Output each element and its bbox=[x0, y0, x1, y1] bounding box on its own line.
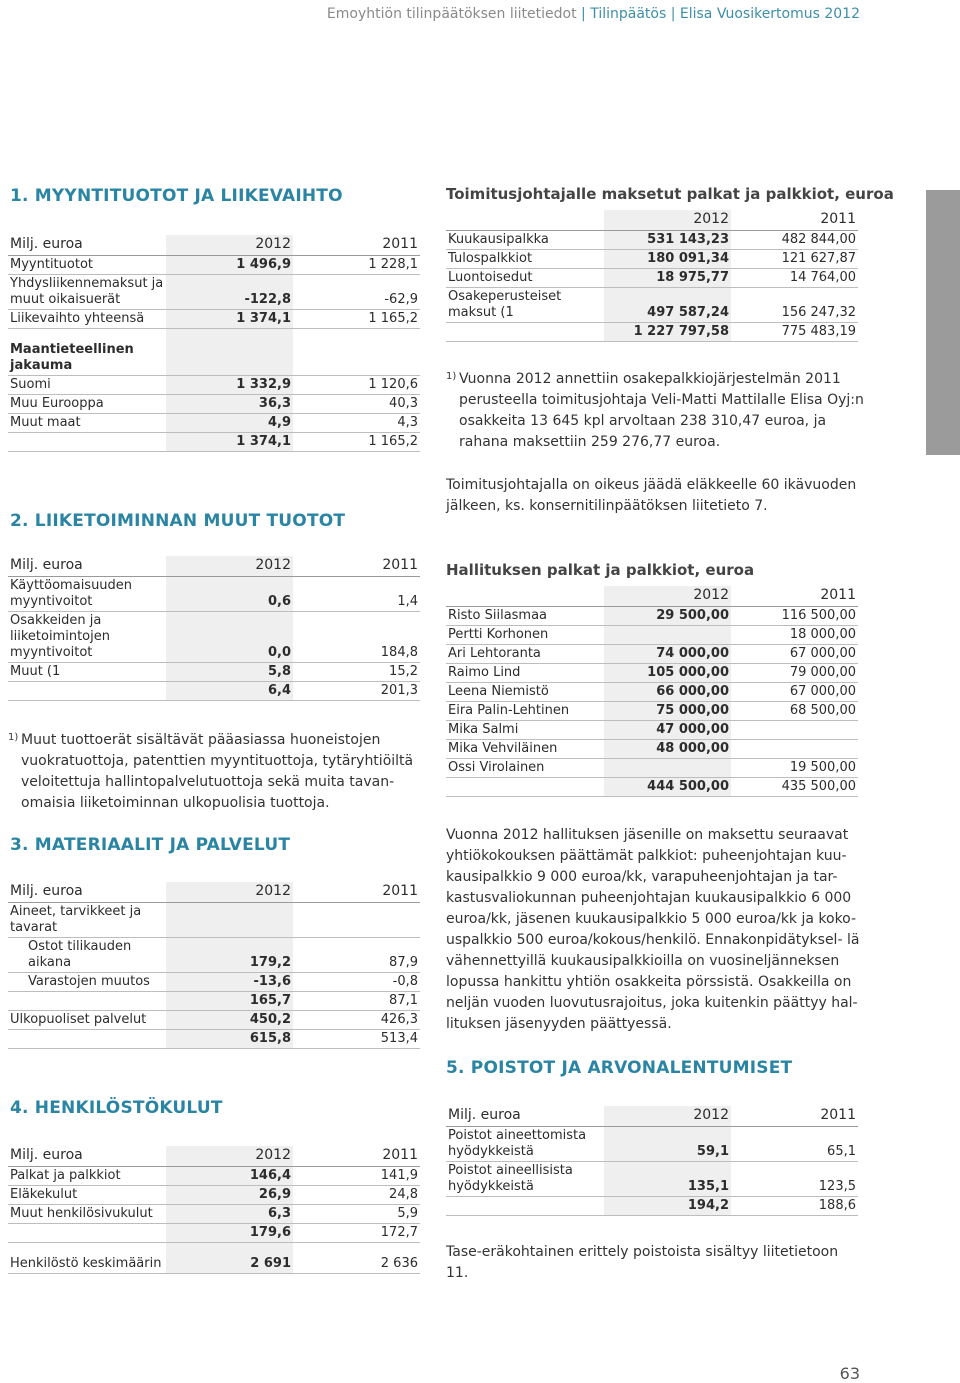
row-label: Aineet, tarvikkeet ja tavarat bbox=[8, 903, 166, 938]
value-2012: 2 691 bbox=[166, 1255, 293, 1274]
value-2011: -0,8 bbox=[293, 973, 420, 992]
value-2011: 87,9 bbox=[293, 938, 420, 973]
table-row bbox=[446, 683, 858, 702]
table-row bbox=[8, 341, 420, 376]
value-2011: 4,3 bbox=[293, 414, 420, 433]
row-label: Milj. euroa bbox=[8, 556, 166, 577]
table-row bbox=[8, 376, 420, 395]
table-row bbox=[446, 778, 858, 797]
table-row bbox=[8, 256, 420, 275]
row-label bbox=[8, 433, 166, 452]
table-row bbox=[8, 682, 420, 701]
value-2011 bbox=[293, 903, 420, 938]
value-2011: 1 228,1 bbox=[293, 256, 420, 275]
value-2012: 47 000,00 bbox=[604, 721, 731, 740]
ceo-retirement-text: Toimitusjohtajalla on oikeus jäädä eläkkeelle 60 ikävuoden jälkeen, ks. konsernitilinpäätöksen liitetieto 7. bbox=[446, 477, 857, 514]
table-row bbox=[8, 938, 420, 973]
table-header-row bbox=[446, 210, 858, 231]
value-2011: 188,6 bbox=[731, 1197, 858, 1216]
value-2012: 59,1 bbox=[604, 1127, 731, 1162]
page-number: 63 bbox=[839, 1364, 860, 1383]
table-header-row bbox=[446, 1106, 858, 1127]
value-2012: 194,2 bbox=[604, 1197, 731, 1216]
value-2011: 18 000,00 bbox=[731, 626, 858, 645]
value-2012 bbox=[166, 341, 293, 376]
value-2012: 179,2 bbox=[166, 938, 293, 973]
value-2011: 775 483,19 bbox=[731, 323, 858, 342]
value-2011: 65,1 bbox=[731, 1127, 858, 1162]
table-row bbox=[8, 1224, 420, 1243]
table-row bbox=[446, 740, 858, 759]
row-label: Risto Siilasmaa bbox=[446, 607, 604, 626]
value-2012: 497 587,24 bbox=[604, 288, 731, 323]
value-2011 bbox=[731, 740, 858, 759]
value-2012: 1 332,9 bbox=[166, 376, 293, 395]
row-label: Muu Eurooppa bbox=[8, 395, 166, 414]
header-part: | Tilinpäätös bbox=[581, 6, 667, 22]
value-2011: 141,9 bbox=[293, 1167, 420, 1186]
table-row bbox=[8, 992, 420, 1011]
row-label: Maantieteellinen jakauma bbox=[8, 341, 166, 376]
value-2011: 2011 bbox=[293, 556, 420, 577]
row-label: Suomi bbox=[8, 376, 166, 395]
value-2011: 2011 bbox=[293, 1146, 420, 1167]
depreciation-note: Tase-eräkohtainen erittely poistoista sisältyy liitetietoon 11. bbox=[446, 1244, 839, 1281]
row-label: Milj. euroa bbox=[446, 1106, 604, 1127]
value-2012: 2012 bbox=[604, 210, 731, 231]
table-row bbox=[446, 231, 858, 250]
row-label: Muut henkilösivukulut bbox=[8, 1205, 166, 1224]
row-label: Muut maat bbox=[8, 414, 166, 433]
row-label: Milj. euroa bbox=[8, 882, 166, 903]
value-2012: 2012 bbox=[604, 586, 731, 607]
row-label: Yhdysliikennemaksut ja muut oikaisuerät bbox=[8, 275, 166, 310]
row-label: Eira Palin-Lehtinen bbox=[446, 702, 604, 721]
table-row bbox=[8, 903, 420, 938]
row-label: Poistot aineellisista hyödykkeistä bbox=[446, 1162, 604, 1197]
other-income-footnote bbox=[8, 730, 431, 814]
value-2012: 105 000,00 bbox=[604, 664, 731, 683]
value-2012: 180 091,34 bbox=[604, 250, 731, 269]
row-label: Poistot aineettomista hyödykkeistä bbox=[446, 1127, 604, 1162]
ceo-footnote bbox=[446, 369, 873, 453]
value-2011: 67 000,00 bbox=[731, 683, 858, 702]
value-2011: 1 165,2 bbox=[293, 310, 420, 329]
value-2012: 18 975,77 bbox=[604, 269, 731, 288]
table-row bbox=[446, 607, 858, 626]
value-2012: 2012 bbox=[166, 556, 293, 577]
section-1-title: 1. MYYNTITUOTOT JA LIIKEVAIHTO bbox=[10, 186, 343, 206]
table-row bbox=[446, 1197, 858, 1216]
row-label: Milj. euroa bbox=[8, 1146, 166, 1167]
value-2011: 184,8 bbox=[293, 612, 420, 663]
value-2011: 19 500,00 bbox=[731, 759, 858, 778]
row-label bbox=[8, 1243, 166, 1256]
table-row bbox=[446, 269, 858, 288]
row-label: Mika Salmi bbox=[446, 721, 604, 740]
value-2011: 116 500,00 bbox=[731, 607, 858, 626]
table-header-row bbox=[8, 556, 420, 577]
value-2011: 1 120,6 bbox=[293, 376, 420, 395]
footnote-text: Muut tuottoerät sisältävät pääasiassa huoneistojen vuokratuottoja, patenttien myyntituottoja, tytäryhtiöiltä veloitettuja hallintopalvelutuottoja sekä muita tavan- omaisia liiketoiminnan ulkopuolisia tuottoja. bbox=[21, 732, 414, 811]
row-label: Palkat ja palkkiot bbox=[8, 1167, 166, 1186]
value-2012: -122,8 bbox=[166, 275, 293, 310]
value-2012: 5,8 bbox=[166, 663, 293, 682]
value-2011: 2011 bbox=[731, 210, 858, 231]
value-2011: 201,3 bbox=[293, 682, 420, 701]
table-header-row bbox=[8, 235, 420, 256]
revenue-table bbox=[8, 235, 420, 452]
table-row bbox=[8, 395, 420, 414]
section-4-title: 4. HENKILÖSTÖKULUT bbox=[10, 1098, 223, 1118]
row-label bbox=[8, 329, 166, 342]
value-2011: 1 165,2 bbox=[293, 433, 420, 452]
row-label: Mika Vehviläinen bbox=[446, 740, 604, 759]
row-label: Ossi Virolainen bbox=[446, 759, 604, 778]
value-2011: 156 247,32 bbox=[731, 288, 858, 323]
row-label bbox=[8, 1224, 166, 1243]
value-2012: 75 000,00 bbox=[604, 702, 731, 721]
personnel-table bbox=[8, 1146, 420, 1274]
table-row bbox=[8, 612, 420, 663]
table-row bbox=[446, 759, 858, 778]
table-row bbox=[446, 1127, 858, 1162]
row-label bbox=[8, 992, 166, 1011]
value-2012: 2012 bbox=[166, 235, 293, 256]
board-pay-text: Vuonna 2012 hallituksen jäsenille on maksettu seuraavat yhtiökokouksen päättämät palkkiot: puheenjohtajan kuu- kausipalkkio 9 000 euroa/kk, varapuheenjohtajan ja tar- kastusvaliokunnan puheenjohtajan kuukausipalkkio 6 000 euroa/kk, jäsenen kuukausipalkkio 5 000 euroa/kk ja koko- uspalkkio 500 euroa/kokous/henkilö. Ennakonpidätyksel- lä vähennettyillä kuukausipalkkioilla on vuosineljänneksen lopussa hankittu yhtiön osakkeita pörssistä. Osakkeilla on neljän vuoden luovutusrajoitus, joka kuitenkin päättyy hal- lituksen jäsenyyden päättyessä. bbox=[446, 827, 860, 1032]
row-label bbox=[446, 210, 604, 231]
ceo-pay-title: Toimitusjohtajalle maksetut palkat ja palkkiot, euroa bbox=[446, 185, 894, 203]
section-2-title: 2. LIIKETOIMINNAN MUUT TUOTOT bbox=[10, 511, 346, 531]
value-2011: 14 764,00 bbox=[731, 269, 858, 288]
row-label: Eläkekulut bbox=[8, 1186, 166, 1205]
row-label: Liikevaihto yhteensä bbox=[8, 310, 166, 329]
value-2012: 531 143,23 bbox=[604, 231, 731, 250]
row-label: Henkilöstö keskimäärin bbox=[8, 1255, 166, 1274]
row-label: Ostot tilikauden aikana bbox=[8, 938, 166, 973]
value-2012: -13,6 bbox=[166, 973, 293, 992]
row-label: Käyttöomaisuuden myyntivoitot bbox=[8, 577, 166, 612]
value-2012: 0,0 bbox=[166, 612, 293, 663]
row-label: Ulkopuoliset palvelut bbox=[8, 1011, 166, 1030]
side-tab-marker bbox=[926, 190, 960, 455]
value-2012: 146,4 bbox=[166, 1167, 293, 1186]
value-2011: 2011 bbox=[731, 1106, 858, 1127]
value-2011: 79 000,00 bbox=[731, 664, 858, 683]
value-2012: 135,1 bbox=[604, 1162, 731, 1197]
row-label: Kuukausipalkka bbox=[446, 231, 604, 250]
value-2011: -62,9 bbox=[293, 275, 420, 310]
value-2012: 165,7 bbox=[166, 992, 293, 1011]
row-label bbox=[446, 323, 604, 342]
row-label: Luontoisedut bbox=[446, 269, 604, 288]
value-2012: 74 000,00 bbox=[604, 645, 731, 664]
row-label: Ari Lehtoranta bbox=[446, 645, 604, 664]
ceo-pay-table bbox=[446, 210, 858, 342]
footnote-mark: 1) bbox=[446, 371, 457, 382]
row-label: Tulospalkkiot bbox=[446, 250, 604, 269]
value-2011: 435 500,00 bbox=[731, 778, 858, 797]
value-2012: 29 500,00 bbox=[604, 607, 731, 626]
value-2011: 121 627,87 bbox=[731, 250, 858, 269]
value-2012: 2012 bbox=[166, 882, 293, 903]
table-row bbox=[446, 250, 858, 269]
table-row bbox=[446, 288, 858, 323]
table-row bbox=[446, 1162, 858, 1197]
value-2012: 48 000,00 bbox=[604, 740, 731, 759]
value-2012: 2012 bbox=[604, 1106, 731, 1127]
footnote-text: Vuonna 2012 annettiin osakepalkkiojärjestelmän 2011 perusteella toimitusjohtaja Veli-Matti Mattilalle Elisa Oyj:n osakkeita 13 645 kpl arvoltaan 238 310,47 euroa, ja rahana maksettiin 259 276,77 euroa. bbox=[459, 371, 864, 450]
row-label bbox=[446, 586, 604, 607]
table-header-row bbox=[446, 586, 858, 607]
value-2011: 40,3 bbox=[293, 395, 420, 414]
table-row bbox=[446, 645, 858, 664]
page-header bbox=[327, 6, 860, 22]
table-row bbox=[8, 577, 420, 612]
value-2011: 426,3 bbox=[293, 1011, 420, 1030]
table-row bbox=[8, 1011, 420, 1030]
value-2011: 5,9 bbox=[293, 1205, 420, 1224]
value-2012: 1 374,1 bbox=[166, 433, 293, 452]
value-2011: 15,2 bbox=[293, 663, 420, 682]
table-row bbox=[8, 414, 420, 433]
value-2012: 6,3 bbox=[166, 1205, 293, 1224]
value-2011: 123,5 bbox=[731, 1162, 858, 1197]
row-label: Muut (1 bbox=[8, 663, 166, 682]
section-3-title: 3. MATERIAALIT JA PALVELUT bbox=[10, 835, 291, 855]
table-header-row bbox=[8, 882, 420, 903]
value-2012: 4,9 bbox=[166, 414, 293, 433]
value-2012: 1 496,9 bbox=[166, 256, 293, 275]
value-2012: 66 000,00 bbox=[604, 683, 731, 702]
value-2012: 1 227 797,58 bbox=[604, 323, 731, 342]
row-label bbox=[446, 1197, 604, 1216]
value-2012: 450,2 bbox=[166, 1011, 293, 1030]
table-spacer-row bbox=[8, 1243, 420, 1256]
row-label: Myyntituotot bbox=[8, 256, 166, 275]
value-2012: 179,6 bbox=[166, 1224, 293, 1243]
value-2012 bbox=[604, 626, 731, 645]
table-row bbox=[8, 663, 420, 682]
table-row bbox=[8, 1167, 420, 1186]
value-2012 bbox=[604, 759, 731, 778]
value-2012 bbox=[166, 903, 293, 938]
header-doc: | Elisa Vuosikertomus 2012 bbox=[670, 6, 860, 22]
value-2011: 87,1 bbox=[293, 992, 420, 1011]
row-label: Raimo Lind bbox=[446, 664, 604, 683]
value-2011: 482 844,00 bbox=[731, 231, 858, 250]
table-row bbox=[8, 1255, 420, 1274]
materials-table bbox=[8, 882, 420, 1049]
table-row bbox=[8, 433, 420, 452]
value-2011 bbox=[293, 329, 420, 342]
value-2012: 444 500,00 bbox=[604, 778, 731, 797]
value-2011: 68 500,00 bbox=[731, 702, 858, 721]
row-label: Varastojen muutos bbox=[8, 973, 166, 992]
value-2011: 2011 bbox=[293, 882, 420, 903]
value-2011 bbox=[293, 341, 420, 376]
value-2011: 2011 bbox=[731, 586, 858, 607]
depreciation-table bbox=[446, 1106, 858, 1216]
row-label bbox=[8, 1030, 166, 1049]
table-row bbox=[446, 626, 858, 645]
row-label: Milj. euroa bbox=[8, 235, 166, 256]
table-row bbox=[8, 1030, 420, 1049]
value-2011: 2011 bbox=[293, 235, 420, 256]
table-row bbox=[8, 1186, 420, 1205]
table-row bbox=[8, 275, 420, 310]
table-header-row bbox=[8, 1146, 420, 1167]
value-2011 bbox=[731, 721, 858, 740]
row-label bbox=[8, 682, 166, 701]
section-5-title: 5. POISTOT JA ARVONALENTUMISET bbox=[446, 1058, 793, 1078]
value-2012: 615,8 bbox=[166, 1030, 293, 1049]
value-2012: 26,9 bbox=[166, 1186, 293, 1205]
footnote-mark: 1) bbox=[8, 732, 19, 743]
row-label: Osakkeiden ja liiketoimintojen myyntivoitot bbox=[8, 612, 166, 663]
value-2011: 1,4 bbox=[293, 577, 420, 612]
table-row bbox=[446, 702, 858, 721]
row-label bbox=[446, 778, 604, 797]
value-2011: 172,7 bbox=[293, 1224, 420, 1243]
value-2012: 2012 bbox=[166, 1146, 293, 1167]
value-2011: 2 636 bbox=[293, 1255, 420, 1274]
value-2012: 0,6 bbox=[166, 577, 293, 612]
value-2012 bbox=[166, 329, 293, 342]
table-row bbox=[8, 310, 420, 329]
value-2011 bbox=[293, 1243, 420, 1256]
value-2012: 6,4 bbox=[166, 682, 293, 701]
row-label: Osakeperusteiset maksut (1 bbox=[446, 288, 604, 323]
value-2012 bbox=[166, 1243, 293, 1256]
table-row bbox=[446, 664, 858, 683]
table-row bbox=[8, 973, 420, 992]
row-label: Leena Niemistö bbox=[446, 683, 604, 702]
row-label: Pertti Korhonen bbox=[446, 626, 604, 645]
value-2011: 513,4 bbox=[293, 1030, 420, 1049]
board-pay-title: Hallituksen palkat ja palkkiot, euroa bbox=[446, 561, 755, 579]
other-income-table bbox=[8, 556, 420, 701]
value-2012: 1 374,1 bbox=[166, 310, 293, 329]
table-spacer-row bbox=[8, 329, 420, 342]
table-row bbox=[446, 721, 858, 740]
table-row bbox=[446, 323, 858, 342]
value-2011: 67 000,00 bbox=[731, 645, 858, 664]
value-2012: 36,3 bbox=[166, 395, 293, 414]
table-row bbox=[8, 1205, 420, 1224]
header-section: Emoyhtiön tilinpäätöksen liitetiedot bbox=[326, 6, 577, 22]
value-2011: 24,8 bbox=[293, 1186, 420, 1205]
board-pay-table bbox=[446, 586, 858, 797]
